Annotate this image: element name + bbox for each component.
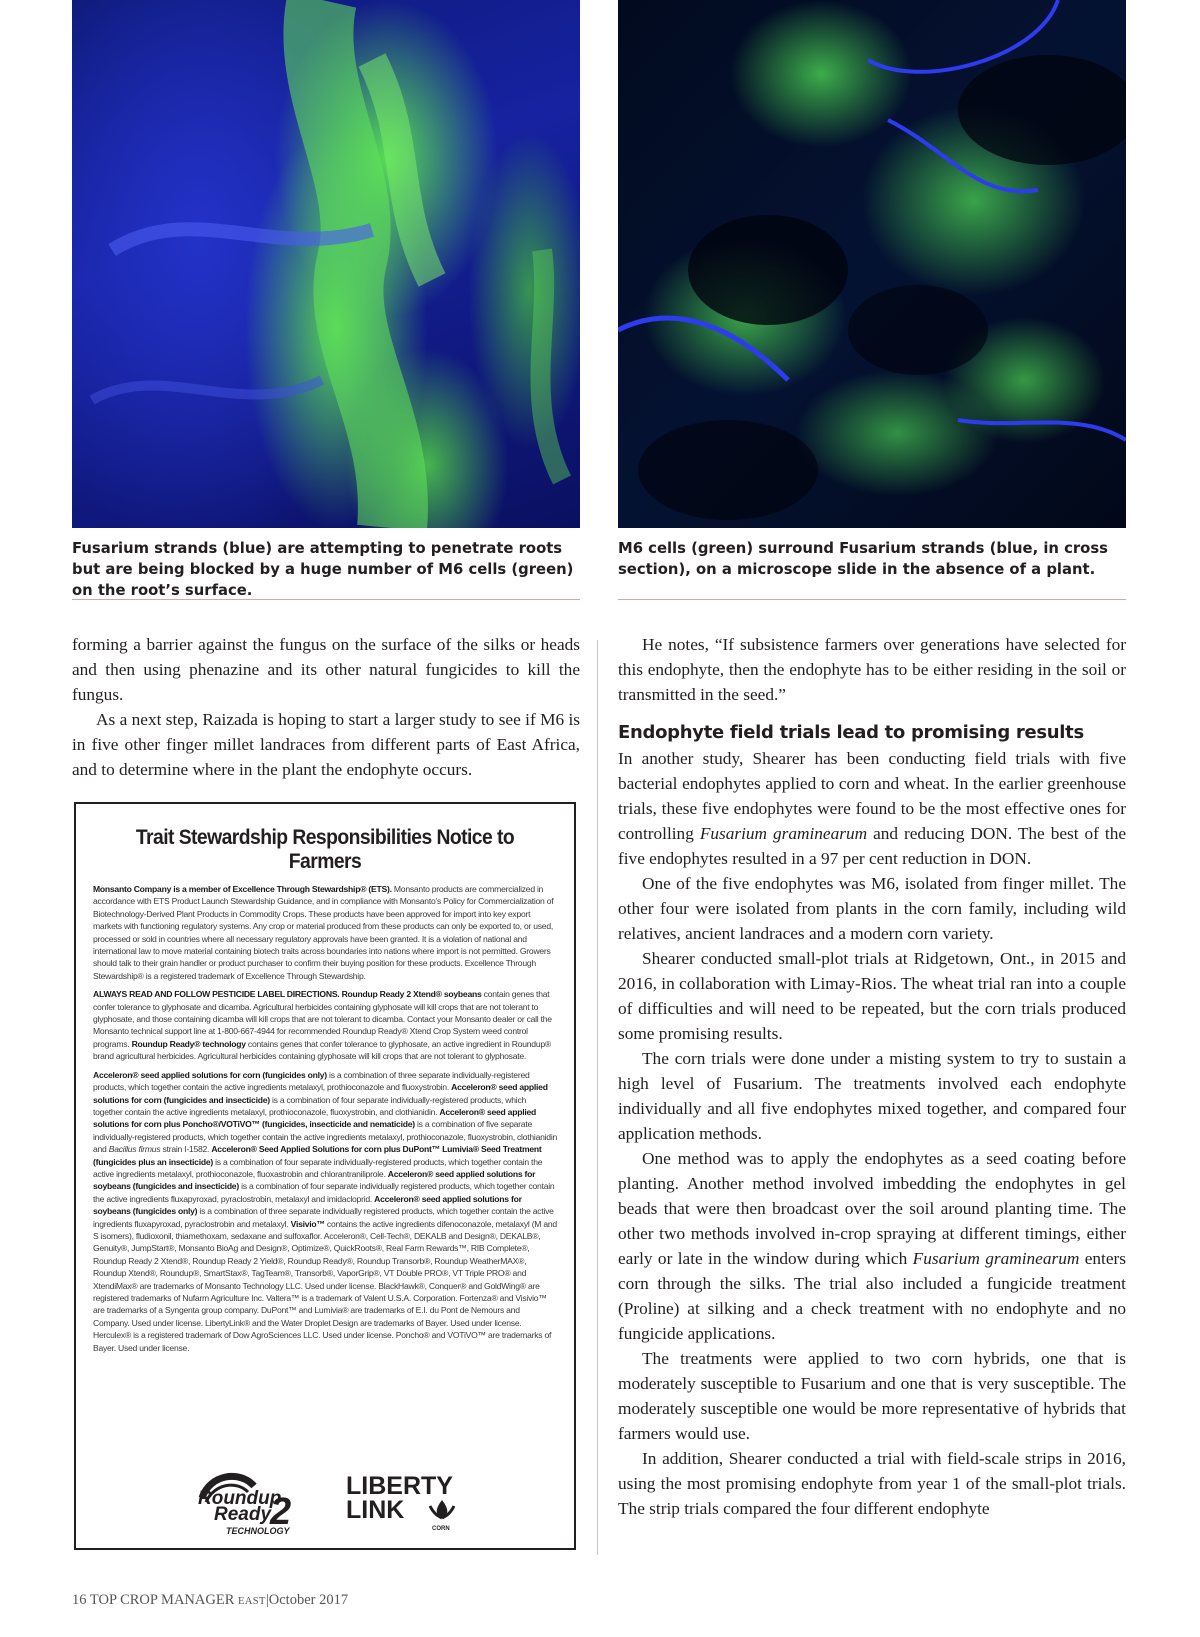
notice-bold: Acceleron® Seed Applied Solutions for corn plus DuPont™ Lumivia® Seed Treatment (fungicides plus an insecticide): [93, 1144, 542, 1167]
notice-text: strain I-1582.: [160, 1144, 212, 1155]
species-name: Fusarium graminearum: [699, 824, 868, 843]
notice-bold: Acceleron® seed applied solutions for soybeans (fungicides only): [93, 1193, 522, 1217]
notice-bold: Monsanto Company is a member of Excellence Through Stewardship® (ETS).: [93, 884, 392, 894]
paragraph: [618, 746, 1126, 871]
paragraph: Shearer conducted small-plot trials at Ridgetown, Ont., in 2015 and 2016, in collaboration with Limay-Rios. The wheat trial ran into a couple of difficulties and will need to be repeated, but the corn trials produced some promising results.: [618, 949, 1126, 1043]
paragraph-text: and reducing DON. The best of the five endophytes resulted in a 97 per cent reduction in DON.: [618, 824, 1126, 868]
paragraph: The corn trials were done under a misting system to try to sustain a high level of Fusarium. The treatments involved each endophyte individually and all five endophytes mixed together, and compared four application methods.: [618, 1049, 1126, 1143]
trait-stewardship-notice: [74, 802, 576, 1550]
logo-text: LINK: [346, 1496, 405, 1524]
roundup-ready-2-logo: [196, 1468, 316, 1538]
paragraph: One of the five endophytes was M6, isolated from finger millet. The other four were isolated from plants in the corn family, including wild relatives, ancient landraces and a modern corn variety.: [618, 874, 1126, 943]
notice-text: is a combination of four separate individually-registered products, which together contain the active ingredients metalaxyl, prothioconazole, fluoxystrobin, and clothianidin.: [93, 1094, 527, 1117]
logo-text: Roundup: [198, 1488, 282, 1509]
footer-separator: |: [265, 1592, 269, 1608]
notice-bold: Visivio™: [290, 1218, 325, 1229]
magazine-name: TOP CROP MANAGER: [89, 1592, 235, 1608]
page-number: 16: [72, 1592, 87, 1608]
magazine-edition: EAST: [238, 1596, 266, 1607]
fusarium-root-micrograph: [72, 0, 580, 528]
paragraph: [618, 1146, 1126, 1346]
notice-bold: ALWAYS READ AND FOLLOW PESTICIDE LABEL DIRECTIONS. Roundup Ready 2 Xtend® soybeans: [93, 989, 482, 1000]
logo-text: Ready: [214, 1504, 272, 1525]
paragraph: The treatments were applied to two corn hybrids, one that is moderately susceptible to Fusarium and one that is very susceptible. The moderately susceptible one would be more representative of hybrids that farmers would use.: [618, 1349, 1126, 1443]
notice-paragraph: [93, 883, 557, 982]
caption-divider-left: [72, 599, 580, 600]
notice-bold: Acceleron® seed applied solutions for soybeans (fungicides and insecticide): [93, 1168, 536, 1192]
notice-text: contain genes that confer tolerance to glyphosate and dicamba. Agricultural herbicides containing glyphosate will kill crops that are not tolerant to glyphosate, and those containing dicamba will kill crops that are not tolerant to dicamba. Contact your Monsanto dealer or call the Monsanto technical support line at 1-800-667-4944 for recommended Roundup Ready® Xtend Crop System weed control programs.: [93, 989, 552, 1049]
paragraph-text: One method was to apply the endophytes as a seed coating before planting. Another method involved imbedding the endophytes in gel beads that were then broadcast over the soil around planting time. The other two methods involved in-crop spraying at different timings, either early or late in the window during which: [618, 1149, 1126, 1268]
notice-text: contains the active ingredients difenoconazole, metalaxyl (M and S isomers), fludioxonil, thiamethoxam, sedaxane and sulfoxaflor. Acceleron®, Cell-Tech®, DEKALB and Design®, DEKALB®, Genuity®, JumpStart®, Monsanto BioAg and Design®, Optimize®, QuickRoots®, Real Farm Rewards™, RIB Complete®, Roundup Ready 2 Xtend®, Roundup Ready 2 Yield®, Roundup Ready®, Roundup Transorb®, Roundup WeatherMAX®, Roundup Xtend®, Roundup®, SmartStax®, TagTeam®, Transorb®, VaporGrip®, VT Double PRO®, VT Triple PRO® and XtendiMax® are trademarks of Monsanto Technology LLC. Used under license. BlackHawk®, Conquer® and GoldWing® are registered trademarks of Nufarm Agriculture Inc. Valtera™ is a trademark of Valent U.S.A. Corporation. Fortenza® and Visivio™ are trademarks of a Syngenta group company. DuPont™ and Lumivia® are trademarks of E.I. du Pont de Nemours and Company. Used under license. LibertyLink® and the Water Droplet Design are trademarks of Bayer. Used under license. Herculex® is a registered trademark of Dow AgroSciences LLC. Used under license. Poncho® and VOTiVO™ are trademarks of Bayer. Used under license.: [93, 1218, 557, 1353]
notice-bold: Roundup Ready® technology: [131, 1038, 246, 1049]
liberty-link-logo: [344, 1470, 464, 1536]
logo-text: LIBERTY: [346, 1472, 453, 1500]
notice-title: Trait Stewardship Responsibilities Notice to Farmers: [135, 826, 515, 873]
column-divider: [597, 640, 598, 1555]
notice-text: contains genes that confer tolerance to glyphosate, an active ingredient in Roundup® brand agricultural herbicides. Agricultural herbicides containing glyphosate will kill crops that are not tolerant to glyphosate.: [93, 1038, 551, 1062]
brand-logos: [76, 1468, 574, 1540]
notice-bold: Acceleron® seed applied solutions for corn (fungicides and insecticide): [93, 1082, 548, 1105]
photo-caption-left: Fusarium strands (blue) are attempting to penetrate roots but are being blocked by a huge number of M6 cells (green) on the root’s surface.: [72, 540, 574, 599]
section-heading: Endophyte field trials lead to promising results: [618, 722, 1084, 743]
paragraph: forming a barrier against the fungus on the surface of the silks or heads and then using phenazine and its other natural fungicides to kill the fungus.: [72, 635, 580, 704]
notice-paragraph: [93, 988, 557, 1062]
paragraph: He notes, “If subsistence farmers over generations have selected for this endophyte, then the endophyte has to be either residing in the soil or transmitted in the seed.”: [618, 635, 1126, 704]
logo-text: 2: [270, 1491, 292, 1533]
notice-bold: Acceleron® seed applied solutions for corn plus Poncho®/VOTiVO™ (fungicides, insecticide and nematicide): [93, 1106, 537, 1130]
logo-text: CORN: [432, 1526, 450, 1532]
logo-text: TECHNOLOGY: [226, 1526, 290, 1536]
notice-text: is a combination of five separate individually-registered products, which together contain the active ingredients metalaxyl, prothioconazole, fluoxystrobin, clothianidin and: [93, 1119, 558, 1155]
species-name: Fusarium graminearum: [912, 1249, 1080, 1268]
m6-cells-micrograph: [618, 0, 1126, 528]
notice-text: is a combination of four separate individually-registered products, which together contain the active ingredients metalaxyl, prothioconazole, fluoxastrobin and chlorantraniliprole.: [93, 1156, 543, 1179]
paragraph-text: In another study, Shearer has been conducting field trials with five bacterial endophytes applied to corn and wheat. In the earlier greenhouse trials, these five endophytes were found to be the most effective ones for controlling: [618, 749, 1126, 843]
paragraph: As a next step, Raizada is hoping to start a larger study to see if M6 is in five other finger millet landraces from different parts of East Africa, and to determine where in the plant the endophyte occurs.: [72, 710, 580, 779]
notice-bold: Acceleron® seed applied solutions for corn (fungicides only): [93, 1069, 327, 1080]
notice-text: is a combination of four separate individually registered products, which together contain the active ingredients fluxapyroxad, pyraclostrobin, metalaxyl and imidacloprid.: [93, 1181, 555, 1204]
page-footer: [72, 1592, 348, 1609]
notice-paragraph: [93, 1069, 557, 1354]
paragraph: In addition, Shearer conducted a trial with field-scale strips in 2016, using the most promising endophyte from year 1 of the small-plot trials. The strip trials compared the four different endophyte: [618, 1449, 1126, 1518]
caption-divider-right: [618, 599, 1126, 600]
photo-caption-right: M6 cells (green) surround Fusarium strands (blue, in cross section), on a microscope slide in the absence of a plant.: [618, 540, 1108, 578]
notice-italic: Bacillus firmus: [108, 1144, 161, 1155]
notice-text: is a combination of three separate individually registered products, which together contain the active ingredients fluxapyroxad, pyraclostrobin and metalaxyl.: [93, 1206, 554, 1229]
issue-date: October 2017: [268, 1592, 349, 1608]
notice-text: is a combination of three separate individually-registered products, which together contain the active ingredients metalaxyl, prothioconazole and fluoxystrobin.: [93, 1069, 530, 1093]
article-column-right: [618, 632, 1126, 1521]
article-column-left: [72, 632, 580, 782]
paragraph-text: enters corn through the silks. The trial also included a fungicide treatment (Proline) at silking and a check treatment with no endophyte and no fungicide applications.: [618, 1249, 1127, 1343]
notice-text: Monsanto products are commercialized in accordance with ETS Product Launch Stewardship Guidance, and in compliance with Monsanto’s Policy for Commercialization of Biotechnology-Derived Plant Products in Commodity Crops. These products have been approved for import into key export markets with functioning regulatory systems. Any crop or material produced from these products can only be exported to, or used, processed or sold in countries where all necessary regulatory approvals have been granted. It is a violation of national and international law to move material containing biotech traits across boundaries into nations where import is not permitted. Growers should talk to their grain handler or product purchaser to confirm their buying position for these products. Excellence Through Stewardship® is a registered trademark of Excellence Through Stewardship.: [93, 884, 554, 981]
